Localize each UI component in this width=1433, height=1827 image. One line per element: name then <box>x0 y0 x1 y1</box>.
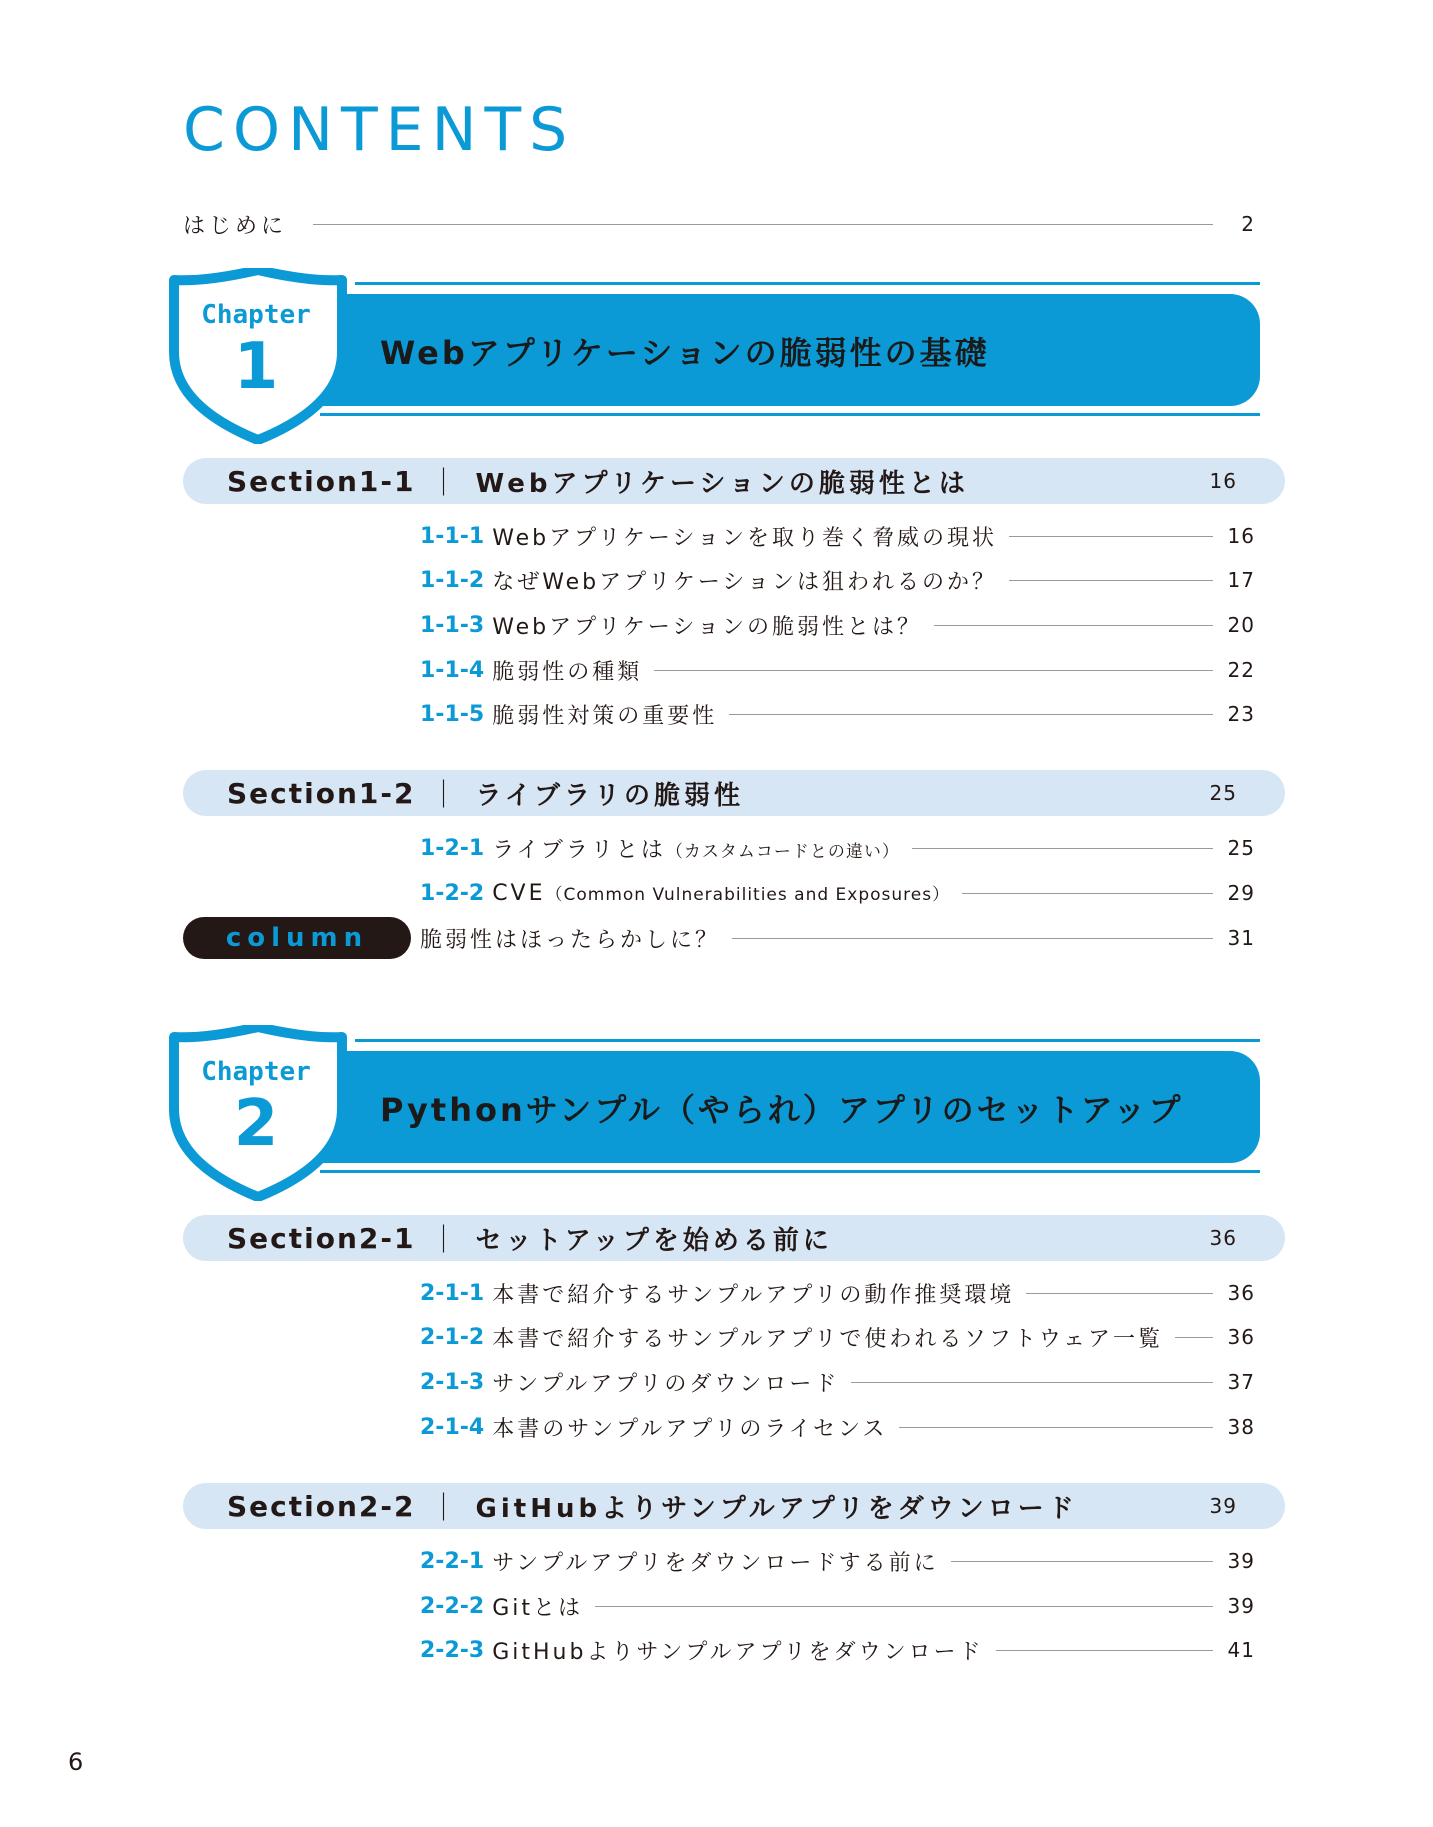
entry-number: 1-2-1 <box>420 835 485 861</box>
entry-title: サンプルアプリのダウンロード <box>492 1371 840 1397</box>
entry-page: 41 <box>1227 1638 1255 1662</box>
entry-number: 1-2-2 <box>420 880 485 906</box>
leader-line <box>934 625 1213 626</box>
entry-title <box>492 833 900 864</box>
entry-page: 29 <box>1227 881 1255 905</box>
entry-page: 37 <box>1227 1370 1255 1394</box>
chapter-rule-top <box>355 282 1260 285</box>
section-2-2[interactable] <box>183 1483 1285 1529</box>
section-1-2[interactable] <box>183 770 1285 816</box>
chapter-rule-bottom <box>320 1170 1260 1173</box>
chapter-rule-top <box>355 1039 1260 1042</box>
entry-number: 1-1-3 <box>420 612 485 638</box>
toc-entry-1-1-3[interactable] <box>420 609 1255 641</box>
chapter-rule-bottom <box>320 413 1260 416</box>
entry-page: 31 <box>1227 926 1255 950</box>
section-separator: ｜ <box>429 1223 458 1256</box>
leader-line <box>912 848 1213 849</box>
entry-page: 23 <box>1227 702 1255 726</box>
intro-page: 2 <box>1241 212 1255 236</box>
leader-line <box>851 1382 1213 1383</box>
entry-title: 脆弱性はほったらかしに？ <box>420 927 721 953</box>
entry-title: 本書で紹介するサンプルアプリで使われるソフトウェア一覧 <box>492 1326 1164 1352</box>
section-label: Section2-1 <box>227 1221 416 1255</box>
chapter-label: Chapter <box>201 1057 311 1087</box>
leader-line <box>1009 536 1213 537</box>
toc-entry-1-1-2[interactable] <box>420 564 1255 596</box>
entry-number: 1-1-2 <box>420 567 485 593</box>
entry-page: 39 <box>1227 1594 1255 1618</box>
toc-entry-2-1-2[interactable] <box>420 1321 1255 1353</box>
section-title: ライブラリの脆弱性 <box>475 780 744 811</box>
entry-title: Webアプリケーションの脆弱性とは？ <box>492 614 922 640</box>
entry-number: 2-2-3 <box>420 1637 485 1663</box>
intro-text: はじめに <box>183 213 288 239</box>
leader-line <box>595 1606 1213 1607</box>
chapter-number: 2 <box>233 1087 279 1161</box>
column-badge: column <box>183 917 411 959</box>
contents-title: CONTENTS <box>183 95 576 165</box>
section-page: 25 <box>1209 781 1237 805</box>
entry-number: 1-1-5 <box>420 701 485 727</box>
entry-number: 1-1-1 <box>420 523 485 549</box>
entry-number: 2-1-3 <box>420 1369 485 1395</box>
toc-entry-1-1-1[interactable] <box>420 520 1255 552</box>
section-label: Section2-2 <box>227 1489 416 1523</box>
entry-title: 本書のサンプルアプリのライセンス <box>492 1416 888 1442</box>
entry-title: なぜWebアプリケーションは狙われるのか？ <box>492 569 997 595</box>
leader-line <box>1026 1293 1213 1294</box>
chapter-2-header[interactable] <box>170 1025 1260 1205</box>
leader-line <box>962 893 1213 894</box>
entry-page: 25 <box>1227 836 1255 860</box>
entry-page: 38 <box>1227 1415 1255 1439</box>
section-label: Section1-1 <box>227 464 416 498</box>
entry-title: 本書で紹介するサンプルアプリの動作推奨環境 <box>492 1282 1015 1308</box>
page-number: 6 <box>68 1748 84 1776</box>
toc-entry-2-1-3[interactable] <box>420 1366 1255 1398</box>
entry-title: 脆弱性対策の重要性 <box>492 703 718 729</box>
entry-page: 20 <box>1227 613 1255 637</box>
entry-page: 22 <box>1227 658 1255 682</box>
leader-line <box>1175 1337 1213 1338</box>
intro-entry[interactable] <box>183 207 1255 241</box>
leader-line <box>951 1561 1213 1562</box>
entry-number: 2-2-1 <box>420 1548 485 1574</box>
entry-page: 36 <box>1227 1281 1255 1305</box>
entry-number: 2-1-2 <box>420 1324 485 1350</box>
toc-entry-1-1-5[interactable] <box>420 698 1255 730</box>
toc-entry-2-2-2[interactable] <box>420 1590 1255 1622</box>
entry-number: 2-2-2 <box>420 1593 485 1619</box>
entry-number: 1-1-4 <box>420 657 485 683</box>
leader-line <box>313 224 1213 225</box>
chapter-number: 1 <box>233 330 279 404</box>
chapter-1-header[interactable] <box>170 268 1260 448</box>
toc-entry-2-2-3[interactable] <box>420 1634 1255 1666</box>
toc-entry-1-2-2[interactable] <box>420 877 1255 909</box>
entry-title-note: （カスタムコードとの違い） <box>665 841 900 862</box>
entry-title-main: CVE <box>492 881 546 906</box>
entry-number: 2-1-4 <box>420 1414 485 1440</box>
section-separator: ｜ <box>429 1491 458 1524</box>
entry-title: GitHubよりサンプルアプリをダウンロード <box>492 1639 984 1665</box>
toc-entry-1-2-1[interactable] <box>420 832 1255 864</box>
section-1-1[interactable] <box>183 458 1285 504</box>
entry-title: サンプルアプリをダウンロードする前に <box>492 1550 939 1576</box>
leader-line <box>899 1427 1213 1428</box>
toc-entry-2-1-1[interactable] <box>420 1277 1255 1309</box>
entry-title-main: ライブラリとは <box>492 837 666 863</box>
leader-line <box>1009 580 1213 581</box>
chapter-title: Pythonサンプル（やられ）アプリのセットアップ <box>380 1091 1184 1129</box>
entry-title: Webアプリケーションを取り巻く脅威の現状 <box>492 525 997 551</box>
section-2-1[interactable] <box>183 1215 1285 1261</box>
toc-entry-column[interactable] <box>420 922 1255 954</box>
entry-page: 39 <box>1227 1549 1255 1573</box>
leader-line <box>732 938 1213 939</box>
leader-line <box>729 714 1213 715</box>
entry-title: 脆弱性の種類 <box>492 659 643 685</box>
entry-title-note: （Common Vulnerabilities and Exposures） <box>545 885 951 905</box>
toc-entry-2-2-1[interactable] <box>420 1545 1255 1577</box>
leader-line <box>654 670 1213 671</box>
chapter-label: Chapter <box>201 300 311 330</box>
section-separator: ｜ <box>429 466 458 499</box>
section-separator: ｜ <box>429 778 458 811</box>
section-page: 36 <box>1209 1226 1237 1250</box>
section-page: 16 <box>1209 469 1237 493</box>
section-page: 39 <box>1209 1494 1237 1518</box>
chapter-title: Webアプリケーションの脆弱性の基礎 <box>380 334 990 372</box>
entry-title: Gitとは <box>492 1595 583 1621</box>
leader-line <box>996 1650 1213 1651</box>
section-title: セットアップを始める前に <box>475 1225 833 1256</box>
section-title: Webアプリケーションの脆弱性とは <box>475 468 969 499</box>
toc-entry-2-1-4[interactable] <box>420 1411 1255 1443</box>
toc-entry-1-1-4[interactable] <box>420 654 1255 686</box>
section-title: GitHubよりサンプルアプリをダウンロード <box>475 1493 1078 1524</box>
entry-page: 17 <box>1227 568 1255 592</box>
section-label: Section1-2 <box>227 776 416 810</box>
entry-title <box>492 880 950 906</box>
entry-page: 36 <box>1227 1325 1255 1349</box>
entry-page: 16 <box>1227 524 1255 548</box>
entry-number: 2-1-1 <box>420 1280 485 1306</box>
